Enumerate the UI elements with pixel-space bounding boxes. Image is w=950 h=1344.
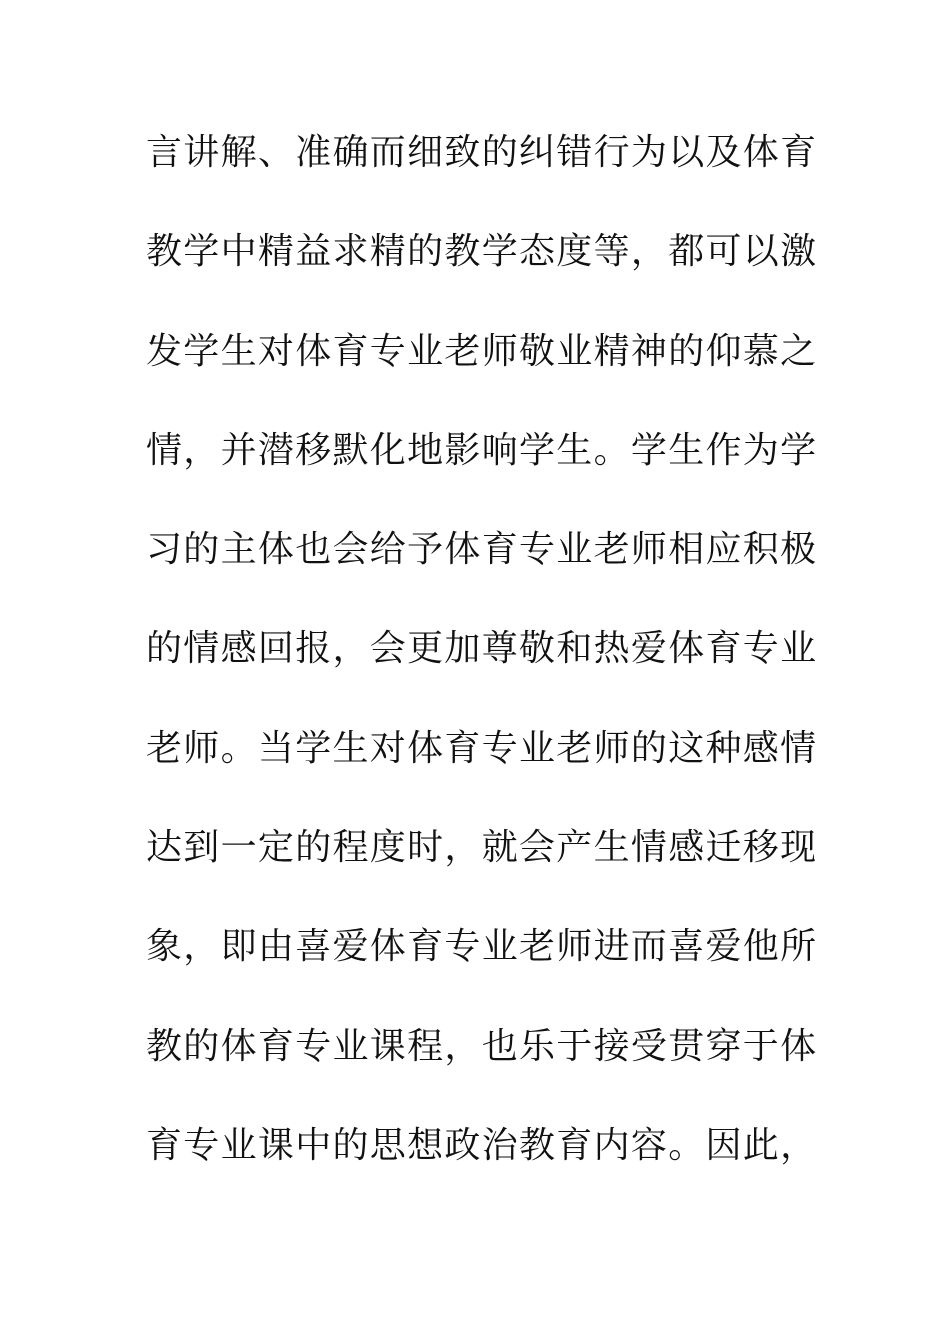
- text-line: 言讲解、准确而细致的纠错行为以及体育: [146, 132, 818, 173]
- text-line: 象，即由喜爱体育专业老师进而喜爱他所: [146, 926, 818, 968]
- text-line: 习的主体也会给予体育专业老师相应积极: [146, 529, 818, 571]
- text-line: 老师。当学生对体育专业老师的这种感情: [146, 727, 818, 769]
- body-text: [146, 120, 818, 1212]
- text-line: 育专业课中的思想政治教育内容。因此，: [146, 1124, 818, 1166]
- text-line: 的情感回报，会更加尊敬和热爱体育专业: [146, 628, 818, 670]
- text-line: 教学中精益求精的教学态度等，都可以激: [146, 231, 818, 273]
- text-line: 教的体育专业课程，也乐于接受贯穿于体: [146, 1025, 818, 1067]
- text-line: 发学生对体育专业老师敬业精神的仰慕之: [146, 330, 818, 372]
- text-line: 情，并潜移默化地影响学生。学生作为学: [146, 429, 818, 471]
- text-line: 达到一定的程度时，就会产生情感迁移现: [146, 827, 818, 869]
